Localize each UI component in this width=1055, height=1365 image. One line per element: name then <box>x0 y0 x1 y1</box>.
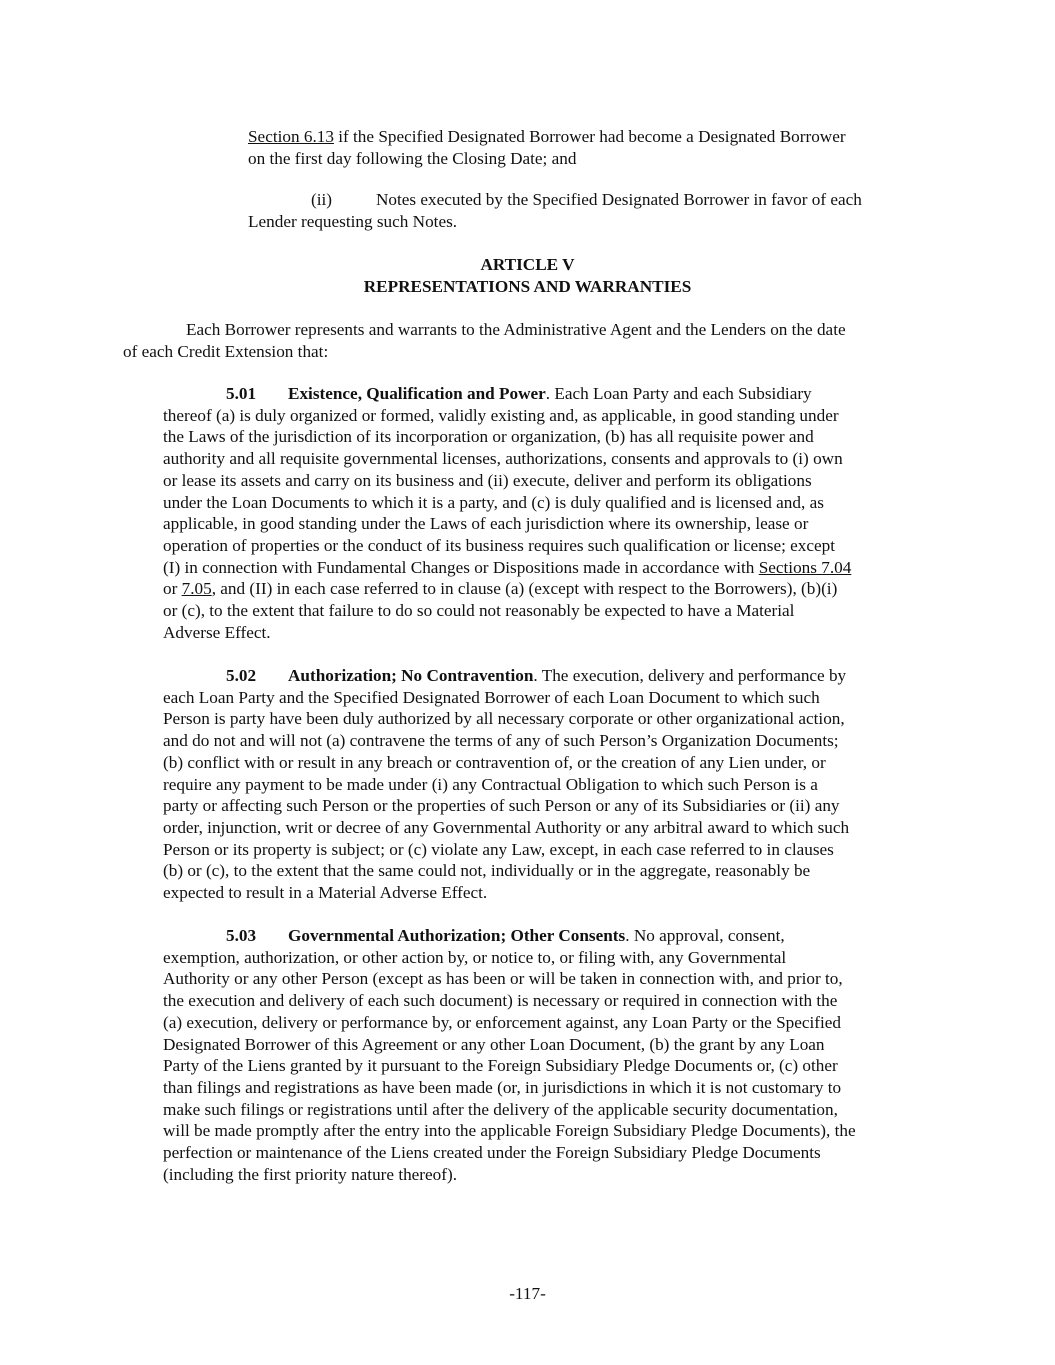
text: if the Specified Designated Borrower had become a Designated Borrower <box>333 127 846 146</box>
text-line: or (c), to the extent that failure to do so could not reasonably be expected to have a Material <box>163 601 795 621</box>
text-line: (b) or (c), to the extent that the same could not, individually or in the aggregate, reasonably be <box>163 861 811 881</box>
section-5-01 <box>163 383 851 643</box>
section-5-02 <box>163 665 849 904</box>
text-line: exemption, authorization, or other action by, or notice to, or filing with, any Governmental <box>163 947 787 967</box>
continuation-paragraph <box>248 126 846 169</box>
text-line <box>163 578 851 600</box>
text-line: thereof (a) is duly organized or formed, validly existing and, as applicable, in good standing under <box>163 405 839 425</box>
page-number: -117- <box>509 1284 546 1303</box>
text: or <box>163 579 182 599</box>
text-line <box>163 925 856 947</box>
text-line: Authority or any other Person (except as has been or will be taken in connection with, and prior to, <box>163 969 843 989</box>
text: . No approval, consent, <box>625 926 785 945</box>
text-line <box>163 383 851 405</box>
text-line: the Laws of the jurisdiction of its incorporation or organization, (b) has all requisite power and <box>163 427 814 447</box>
clause-number: (ii) <box>311 190 332 209</box>
text-line: will be made promptly after the entry into the applicable Foreign Subsidiary Pledge Documents), the <box>163 1121 856 1141</box>
text-line: or lease its assets and carry on its business and (ii) execute, deliver and perform its obligations <box>163 470 812 490</box>
article-heading <box>0 254 1055 297</box>
text: Notes executed by the Specified Designated Borrower in favor of each <box>376 190 862 209</box>
text-line: each Loan Party and the Specified Designated Borrower of each Loan Document to which such <box>163 687 820 707</box>
text-line: (a) execution, delivery or performance by, or enforcement against, any Loan Party or the Specified <box>163 1012 841 1032</box>
text-line: (including the first priority nature thereof). <box>163 1164 458 1184</box>
text-line <box>248 126 846 148</box>
intro-paragraph <box>123 319 846 362</box>
section-heading: Governmental Authorization; Other Consents <box>288 926 626 945</box>
text-line: than filings and registrations as have been made (or, in jurisdictions in which it is not customary to <box>163 1077 842 1097</box>
text: , and (II) in each case referred to in clause (a) (except with respect to the Borrowers), (b)(i) <box>211 579 838 599</box>
text-line: Person or its property is subject; or (c) violate any Law, except, in each case referred to in clauses <box>163 839 834 859</box>
text-line: applicable, in good standing under the Laws of each jurisdiction where its ownership, lease or <box>163 514 809 534</box>
section-number: 5.01 <box>226 384 257 403</box>
text-line: make such filings or registrations until after the delivery of the applicable security documentation, <box>163 1099 838 1119</box>
text-line: order, injunction, writ or decree of any Governmental Authority or any arbitral award to which such <box>163 817 850 837</box>
text-line: authority and all requisite governmental licenses, authorizations, consents and approvals to (i) own <box>163 449 843 469</box>
text-line: party or affecting such Person or the properties of such Person or any of its Subsidiaries or (ii) any <box>163 796 840 816</box>
text-line: expected to result in a Material Adverse Effect. <box>163 883 488 903</box>
section-heading: Authorization; No Contravention <box>288 666 534 685</box>
text-line: of each Credit Extension that: <box>123 341 329 361</box>
section-reference-link[interactable]: Sections 7.04 <box>758 557 852 577</box>
text-line: Party of the Liens granted by it pursuant to the Foreign Subsidiary Pledge Documents or, (c) other <box>163 1056 838 1076</box>
text-line: Person is party have been duly authorized by all necessary corporate or other organizational action, <box>163 709 845 729</box>
text-line: on the first day following the Closing Date; and <box>248 148 577 168</box>
text-line <box>248 189 862 211</box>
clause-ii <box>248 189 862 232</box>
text-line: Lender requesting such Notes. <box>248 211 458 231</box>
section-number: 5.03 <box>226 926 257 945</box>
text: (I) in connection with Fundamental Changes or Dispositions made in accordance with <box>163 557 759 577</box>
text-line <box>163 665 849 687</box>
article-number: ARTICLE V <box>480 255 575 274</box>
text-line: Adverse Effect. <box>163 622 271 642</box>
text-line: under the Loan Documents to which it is a party, and (c) is duly qualified and is licensed and, as <box>163 492 824 512</box>
text-line <box>163 557 851 579</box>
text-line: operation of properties or the conduct of its business requires such qualification or license; except <box>163 535 836 555</box>
text-line: the execution and delivery of each such document) is necessary or required in connection with the <box>163 991 838 1011</box>
text-line: and do not and will not (a) contravene the terms of any of such Person’s Organization Documents; <box>163 731 839 751</box>
text: . The execution, delivery and performance by <box>533 666 847 685</box>
text-line: Each Borrower represents and warrants to the Administrative Agent and the Lenders on the date <box>186 320 846 339</box>
text-line: (b) conflict with or result in any breach or contravention of, or the creation of any Lien under, or <box>163 752 826 772</box>
text-line: Designated Borrower of this Agreement or any other Loan Document, (b) the grant by any Loan <box>163 1034 825 1054</box>
section-reference-link[interactable]: 7.05 <box>181 579 212 599</box>
text-line: require any payment to be made under (i) any Contractual Obligation to which such Person is a <box>163 774 818 794</box>
text-line: perfection or maintenance of the Liens created under the Foreign Subsidiary Pledge Documents <box>163 1143 821 1163</box>
article-title: REPRESENTATIONS AND WARRANTIES <box>363 276 692 296</box>
section-reference-link[interactable]: Section 6.13 <box>248 127 334 146</box>
section-heading: Existence, Qualification and Power <box>288 384 546 403</box>
text: . Each Loan Party and each Subsidiary <box>545 384 812 403</box>
section-5-03 <box>163 925 856 1185</box>
section-number: 5.02 <box>226 666 257 685</box>
